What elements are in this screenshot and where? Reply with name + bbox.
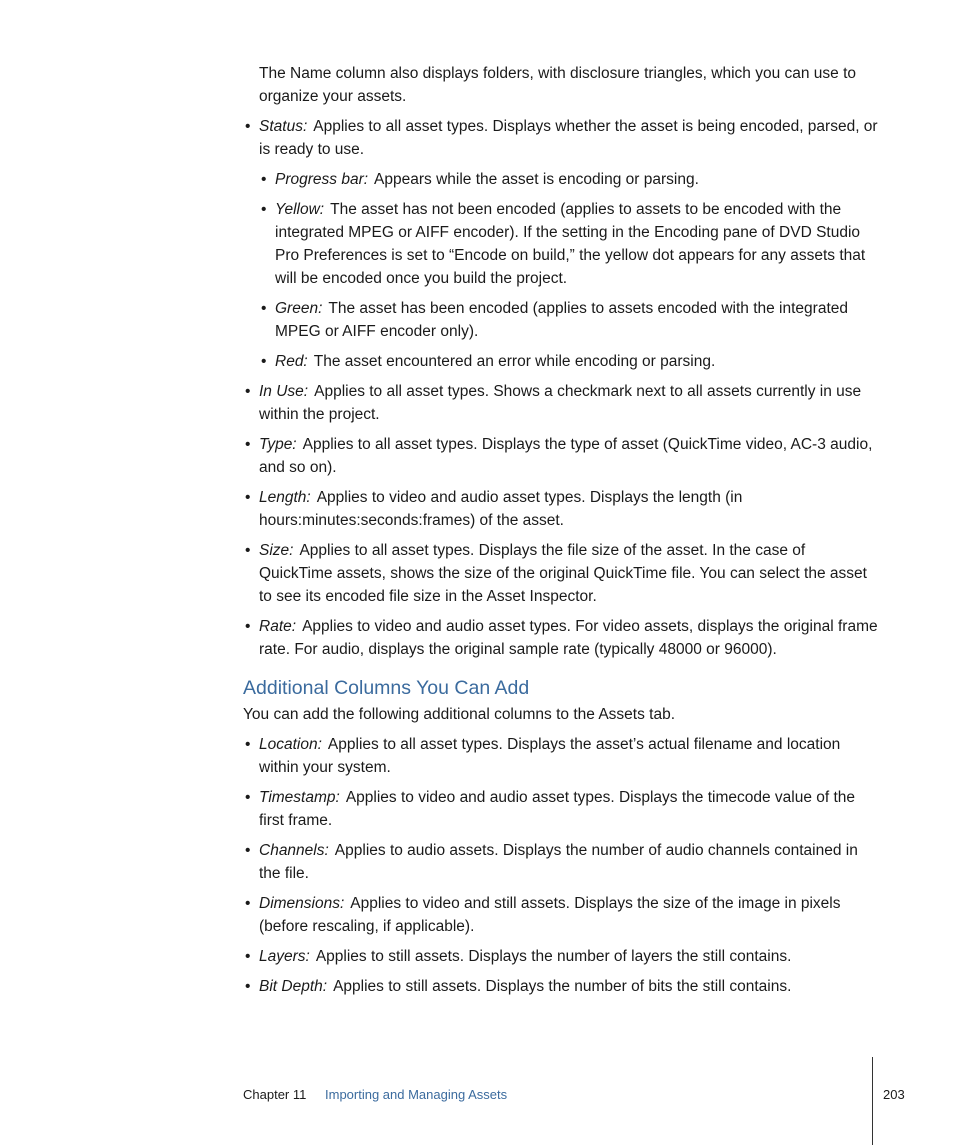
term: Yellow: <box>275 201 325 218</box>
page-number: 203 <box>883 1087 905 1102</box>
list-item-dimensions: • Dimensions: Applies to video and still assets. Displays the size of the image in pixels (before rescaling, if applicable). <box>245 895 841 935</box>
footer-chapter: Chapter 11 <box>243 1087 307 1102</box>
term: Progress bar: <box>275 171 369 188</box>
list-item-timestamp: • Timestamp: Applies to video and audio asset types. Displays the timecode value of the first frame. <box>245 789 856 829</box>
term: Length: <box>259 489 311 506</box>
footer-divider <box>872 1057 873 1145</box>
description: Applies to still assets. Displays the number of bits the still contains. <box>333 978 792 995</box>
description: Applies to all asset types. Displays the file size of the asset. In the case of QuickTime assets, shows the size of the original QuickTime file. You can select the asset to see its encoded file size in the Asset Inspector. <box>259 542 867 605</box>
list-item-channels: • Channels: Applies to audio assets. Displays the number of audio channels contained in the file. <box>245 842 858 882</box>
description: The asset has not been encoded (applies to assets to be encoded with the integrated MPEG or AIFF encoder). If the setting in the Encoding pane of DVD Studio Pro Preferences is set to “Encode on build,” the yellow dot appears for any assets that will be encoded once you build the project. <box>275 201 866 287</box>
term: Dimensions: <box>259 895 345 912</box>
term: In Use: <box>259 383 309 400</box>
description: Applies to video and audio asset types. Displays the length (in hours:minutes:seconds:frames) of the asset. <box>259 489 743 529</box>
description: Applies to all asset types. Shows a checkmark next to all assets currently in use within the project. <box>259 383 862 423</box>
list-item-red: • Red: The asset encountered an error while encoding or parsing. <box>261 353 716 370</box>
description: Applies to video and still assets. Displays the size of the image in pixels (before rescaling, if applicable). <box>259 895 841 935</box>
list-item-length: • Length: Applies to video and audio asset types. Displays the length (in hours:minutes:seconds:frames) of the asset. <box>245 489 743 529</box>
term: Layers: <box>259 948 310 965</box>
list-item-type: • Type: Applies to all asset types. Displays the type of asset (QuickTime video, AC-3 audio, and so on). <box>245 436 873 476</box>
description: Applies to all asset types. Displays the asset’s actual filename and location within your system. <box>259 736 841 776</box>
list-item-layers: • Layers: Applies to still assets. Displays the number of layers the still contains. <box>245 948 792 965</box>
description: The asset encountered an error while encoding or parsing. <box>313 353 716 370</box>
description: Applies to video and audio asset types. Displays the timecode value of the first frame. <box>259 789 856 829</box>
description: Applies to all asset types. Displays the type of asset (QuickTime video, AC-3 audio, and so on). <box>259 436 873 476</box>
list-item-bit-depth: • Bit Depth: Applies to still assets. Displays the number of bits the still contains. <box>245 978 792 995</box>
list-item-size: • Size: Applies to all asset types. Displays the file size of the asset. In the case of QuickTime assets, shows the size of the original QuickTime file. You can select the asset to see its encoded file size in the Asset Inspector. <box>245 542 867 605</box>
term: Timestamp: <box>259 789 340 806</box>
list-item-progress-bar: • Progress bar: Appears while the asset is encoding or parsing. <box>261 171 699 188</box>
list-item-in-use: • In Use: Applies to all asset types. Shows a checkmark next to all assets currently in use within the project. <box>245 383 862 423</box>
list-item-location: • Location: Applies to all asset types. Displays the asset’s actual filename and location within your system. <box>245 736 841 776</box>
term: Type: <box>259 436 297 453</box>
description: Applies to video and audio asset types. For video assets, displays the original frame rate. For audio, displays the original sample rate (typically 48000 or 96000). <box>259 618 878 658</box>
term: Green: <box>275 300 323 317</box>
list-item-green: • Green: The asset has been encoded (applies to assets encoded with the integrated MPEG or AIFF encoder only). <box>261 300 848 340</box>
term: Bit Depth: <box>259 978 328 995</box>
term: Location: <box>259 736 322 753</box>
section-intro: You can add the following additional columns to the Assets tab. <box>243 706 675 723</box>
description: Applies to audio assets. Displays the number of audio channels contained in the file. <box>259 842 858 882</box>
description: Applies to all asset types. Displays whether the asset is being encoded, parsed, or is ready to use. <box>259 118 878 158</box>
term: Red: <box>275 353 308 370</box>
term: Rate: <box>259 618 297 635</box>
term: Size: <box>259 542 294 559</box>
list-item-rate: • Rate: Applies to video and audio asset types. For video assets, displays the original frame rate. For audio, displays the original sample rate (typically 48000 or 96000). <box>245 618 878 658</box>
description: The asset has been encoded (applies to assets encoded with the integrated MPEG or AIFF encoder only). <box>275 300 848 340</box>
footer-chapter-title: Importing and Managing Assets <box>325 1087 508 1102</box>
term: Status: <box>259 118 308 135</box>
description: Applies to still assets. Displays the number of layers the still contains. <box>315 948 792 965</box>
list-item-status: • Status: Applies to all asset types. Displays whether the asset is being encoded, parsed, or is ready to use. <box>245 118 878 158</box>
intro-paragraph: The Name column also displays folders, with disclosure triangles, which you can use to organize your assets. <box>259 65 857 105</box>
list-item-yellow: • Yellow: The asset has not been encoded (applies to assets to be encoded with the integrated MPEG or AIFF encoder). If the setting in the Encoding pane of DVD Studio Pro Preferences is set to “Encode on build,” the yellow dot appears for any assets that will be encoded once you build the project. <box>261 201 866 287</box>
section-heading: Additional Columns You Can Add <box>243 677 530 699</box>
description: Appears while the asset is encoding or parsing. <box>374 171 699 188</box>
term: Channels: <box>259 842 329 859</box>
